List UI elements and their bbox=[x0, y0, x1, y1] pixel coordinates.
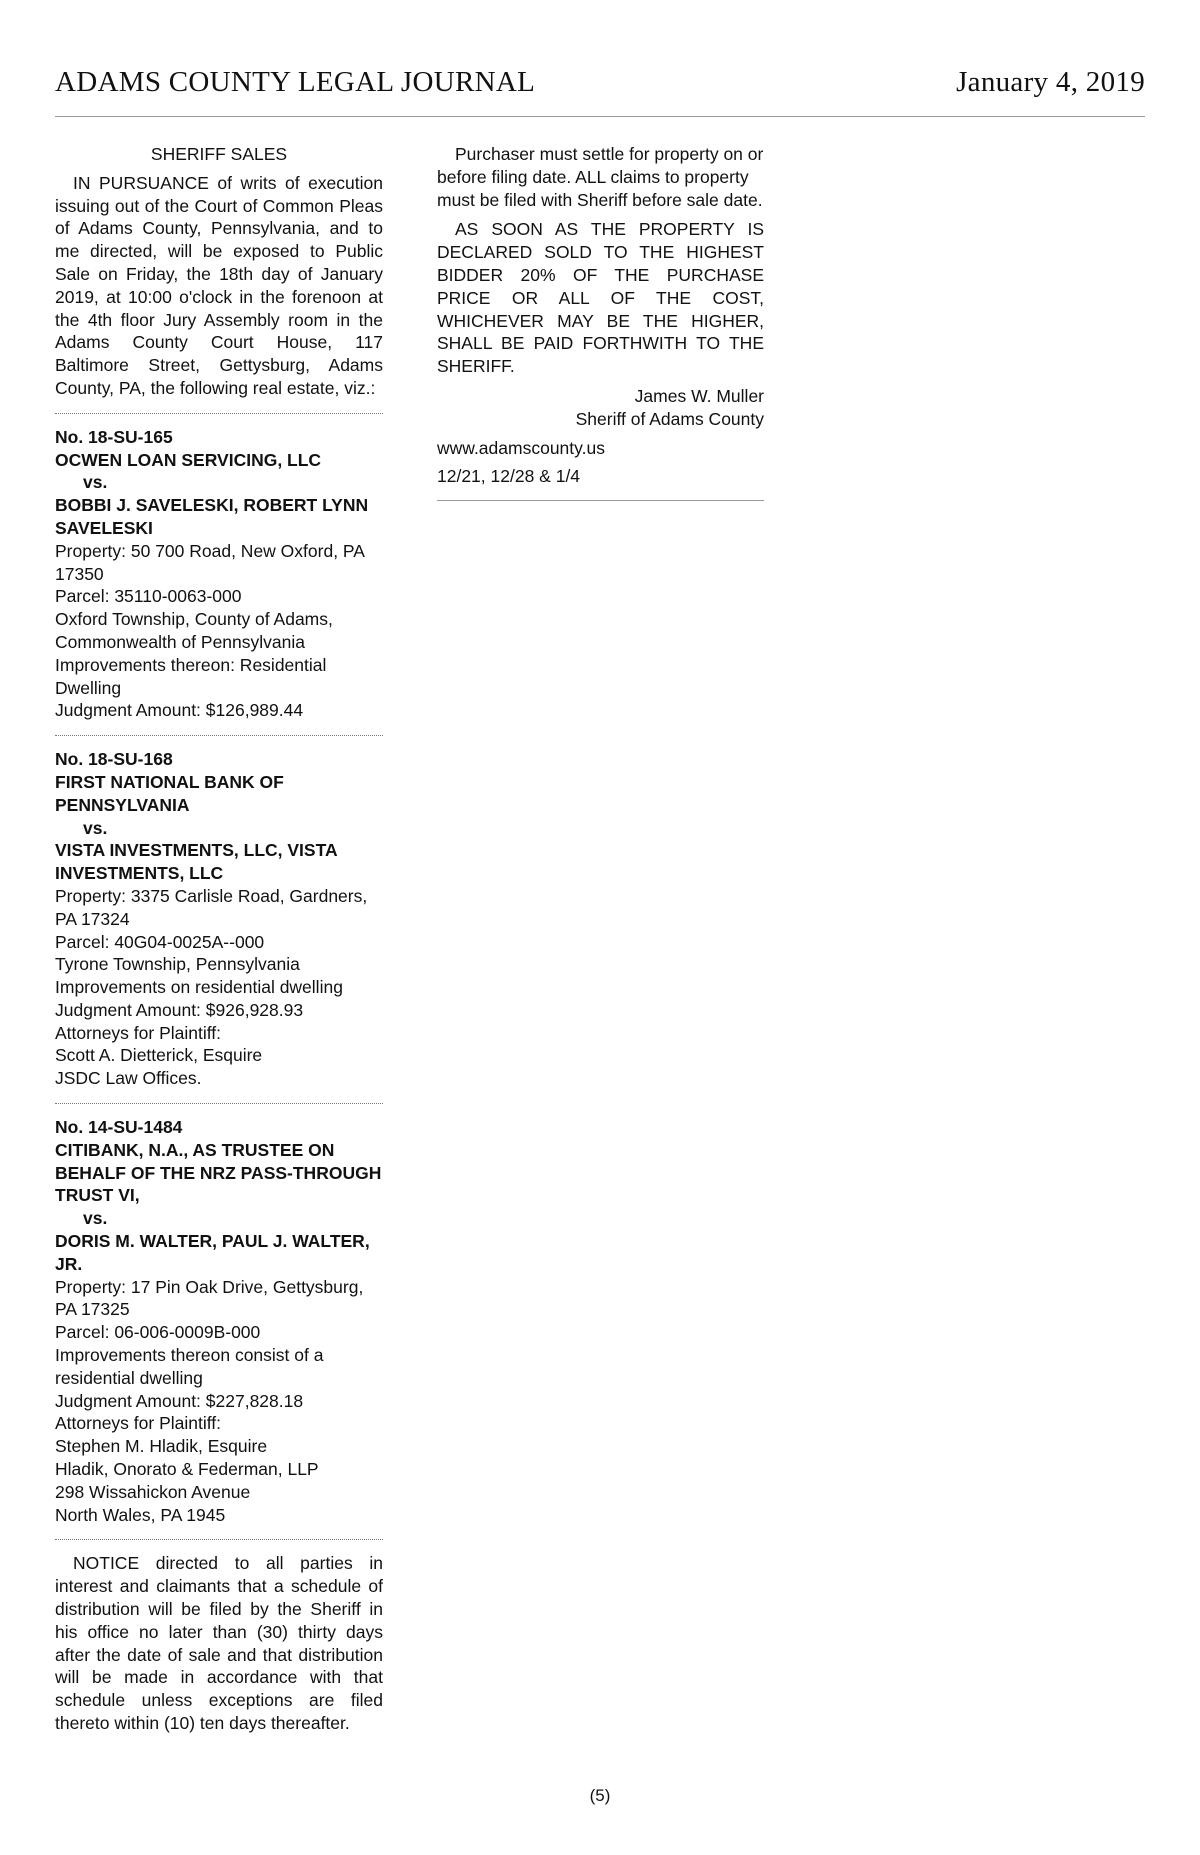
case-line: Parcel: 40G04-0025A--000 bbox=[55, 931, 265, 952]
case-line: Hladik, Onorato & Federman, LLP bbox=[55, 1459, 319, 1480]
case-plaintiff: OCWEN LOAN SERVICING, LLC bbox=[55, 449, 322, 470]
case-entry bbox=[55, 1116, 383, 1526]
left-column bbox=[55, 143, 383, 1735]
sheriff-name: James W. Muller bbox=[634, 385, 764, 406]
dotted-divider bbox=[55, 413, 383, 414]
case-number: No. 18-SU-168 bbox=[55, 749, 173, 770]
case-line: Tyrone Township, Pennsylvania bbox=[55, 954, 300, 975]
right-column bbox=[437, 143, 764, 501]
case-line: Attorneys for Plaintiff: bbox=[55, 1413, 222, 1434]
case-line: Attorneys for Plaintiff: bbox=[55, 1022, 222, 1043]
publication-dates: 12/21, 12/28 & 1/4 bbox=[437, 466, 581, 487]
notice-paragraph: NOTICE directed to all parties in interest and claimants that a schedule of distribution will be filed by the Sheriff in his office no later than (30) thirty days after the date of sale and that distribution will be made in accordance with that schedule unless exceptions are filed thereto within (10) ten days thereafter. bbox=[55, 1553, 383, 1733]
purchaser-paragraph: Purchaser must settle for property on or before filing date. ALL claims to property must be filed with Sheriff before sale date. bbox=[437, 144, 764, 210]
case-number: No. 14-SU-1484 bbox=[55, 1117, 183, 1138]
case-line: North Wales, PA 1945 bbox=[55, 1504, 226, 1525]
case-line: 298 Wissahickon Avenue bbox=[55, 1481, 251, 1502]
case-plaintiff: CITIBANK, N.A., AS TRUSTEE ON BEHALF OF THE NRZ PASS-THROUGH TRUST VI, bbox=[55, 1139, 382, 1206]
journal-title: ADAMS COUNTY LEGAL JOURNAL bbox=[55, 66, 536, 98]
case-vs: vs. bbox=[83, 472, 108, 493]
case-line: Property: 17 Pin Oak Drive, Gettysburg, PA 17325 bbox=[55, 1276, 364, 1320]
case-defendant: BOBBI J. SAVELESKI, ROBERT LYNN SAVELESKI bbox=[55, 495, 369, 538]
case-entry bbox=[55, 426, 383, 722]
case-plaintiff: FIRST NATIONAL BANK OF PENNSYLVANIA bbox=[55, 771, 284, 815]
case-line: Parcel: 35110-0063-000 bbox=[55, 586, 242, 607]
section-title: SHERIFF SALES bbox=[150, 144, 288, 164]
case-line: JSDC Law Offices. bbox=[55, 1068, 202, 1089]
case-line: Judgment Amount: $926,928.93 bbox=[55, 999, 304, 1020]
case-line: Stephen M. Hladik, Esquire bbox=[55, 1436, 268, 1457]
case-entry bbox=[55, 748, 383, 1090]
section-end-rule bbox=[437, 500, 764, 501]
case-line: Parcel: 06-006-0009B-000 bbox=[55, 1322, 261, 1343]
issue-date: January 4, 2019 bbox=[956, 66, 1145, 98]
case-line: Improvements on residential dwelling bbox=[55, 977, 343, 998]
case-line: Improvements thereon consist of a residential dwelling bbox=[55, 1345, 324, 1388]
dotted-divider bbox=[55, 735, 383, 736]
case-line: Judgment Amount: $227,828.18 bbox=[55, 1390, 304, 1411]
sold-paragraph: AS SOON AS THE PROPERTY IS DECLARED SOLD TO THE HIGHEST BIDDER 20% OF THE PURCHASE PRICE OR ALL OF THE COST, WHICHEVER MAY BE THE HIGHER, SHALL BE PAID FORTHWITH TO THE SHERIFF. bbox=[437, 219, 764, 377]
case-vs: vs. bbox=[83, 817, 108, 838]
case-line: Improvements thereon: Residential Dwelling bbox=[55, 654, 327, 698]
case-line: Property: 3375 Carlisle Road, Gardners, PA 17324 bbox=[55, 885, 368, 929]
dotted-divider bbox=[55, 1103, 383, 1104]
case-defendant: VISTA INVESTMENTS, LLC, VISTA INVESTMENTS, LLC bbox=[55, 840, 337, 884]
intro-paragraph: IN PURSUANCE of writs of execution issuing out of the Court of Common Pleas of Adams County, Pennsylvania, and to me directed, will be exposed to Public Sale on Friday, the 18th day of January 2019, at 10:00 o'clock in the forenoon at the 4th floor Jury Assembly room in the Adams County Court House, 117 Baltimore Street, Gettysburg, Adams County, PA, the following real estate, viz.: bbox=[55, 172, 383, 398]
website-link[interactable]: www.adamscounty.us bbox=[437, 437, 605, 458]
case-vs: vs. bbox=[83, 1208, 108, 1229]
page-number: (5) bbox=[589, 1786, 611, 1805]
case-defendant: DORIS M. WALTER, PAUL J. WALTER, JR. bbox=[55, 1231, 370, 1274]
case-line: Oxford Township, County of Adams, Commonwealth of Pennsylvania bbox=[55, 609, 333, 652]
dotted-divider bbox=[55, 1539, 383, 1540]
page-header bbox=[55, 66, 1145, 117]
case-line: Scott A. Dietterick, Esquire bbox=[55, 1045, 263, 1066]
case-line: Property: 50 700 Road, New Oxford, PA 17350 bbox=[55, 540, 365, 584]
sheriff-title: Sheriff of Adams County bbox=[575, 408, 764, 429]
case-number: No. 18-SU-165 bbox=[55, 426, 173, 447]
case-line: Judgment Amount: $126,989.44 bbox=[55, 700, 304, 721]
